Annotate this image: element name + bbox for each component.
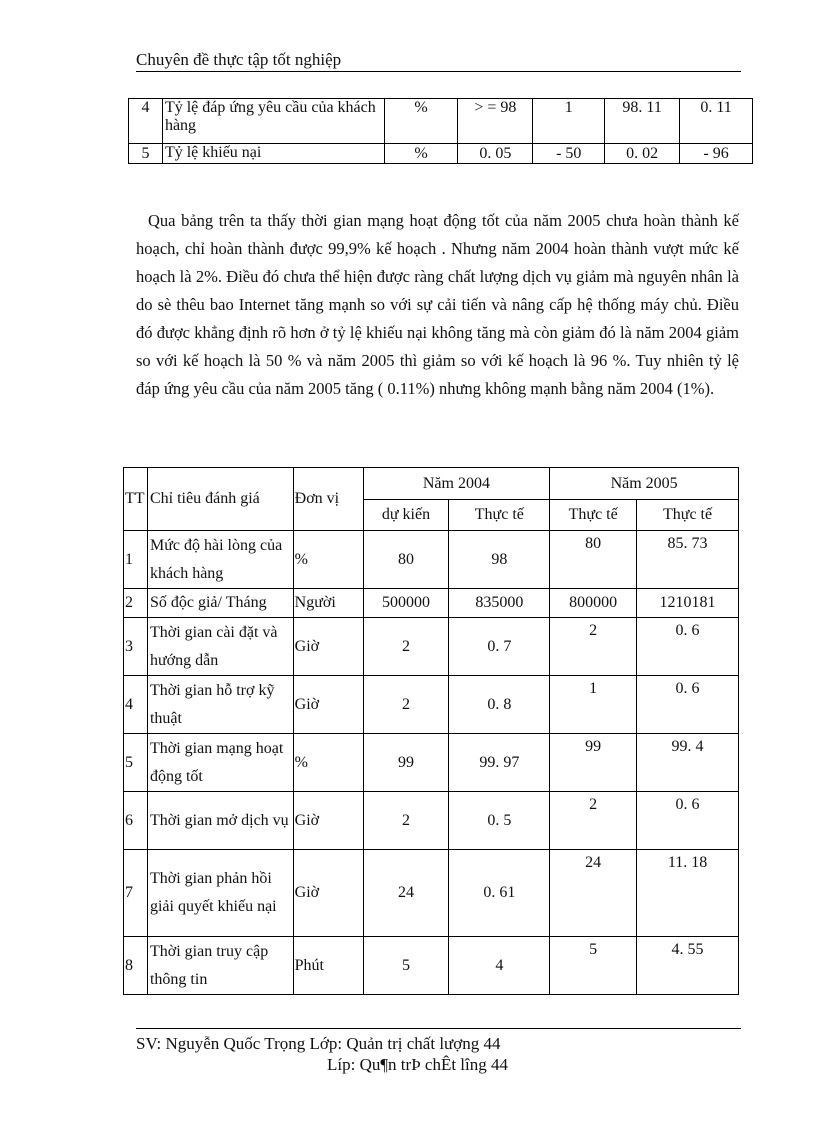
unit-cell: Giờ xyxy=(293,792,363,850)
actual-2004-cell: 0. 5 xyxy=(449,792,550,850)
tt-cell: 4 xyxy=(124,676,148,734)
unit-cell: Giờ xyxy=(293,676,363,734)
tt-cell: 2 xyxy=(124,589,148,618)
header-actual-2005: Thực tế xyxy=(637,500,739,531)
planned-2004-cell: 80 xyxy=(363,531,449,589)
page-header-title: Chuyên đề thực tập tốt nghiệp xyxy=(136,50,342,69)
table-row xyxy=(129,144,753,164)
actual-2005-b-cell: 0. 6 xyxy=(637,676,739,734)
tt-cell: 6 xyxy=(124,792,148,850)
tt-cell: 8 xyxy=(124,937,148,995)
actual-2004-cell: 99. 97 xyxy=(449,734,550,792)
footer-class-line: Líp: Qu¶n trÞ chÊt lîng 44 xyxy=(327,1055,508,1074)
planned-2004-cell: 500000 xyxy=(363,589,449,618)
actual-2004-cell: 835000 xyxy=(449,589,550,618)
unit-cell: % xyxy=(293,531,363,589)
planned-2004-cell: 99 xyxy=(363,734,449,792)
table-row xyxy=(129,99,753,144)
unit-cell: % xyxy=(293,734,363,792)
planned-2004-cell: 24 xyxy=(363,850,449,937)
actual-2004-cell: 0. 8 xyxy=(449,676,550,734)
unit-cell: % xyxy=(384,144,458,164)
criteria-cell: Thời gian truy cập thông tin xyxy=(147,937,293,995)
actual-2004-cell: 0. 7 xyxy=(449,618,550,676)
actual-2005-b-cell: 1210181 xyxy=(637,589,739,618)
criteria-cell: Thời gian phản hồi giải quyết khiếu nại xyxy=(147,850,293,937)
analysis-paragraph xyxy=(136,207,739,403)
planned-2004-cell: 2 xyxy=(363,618,449,676)
actual-2005-b-cell: 4. 55 xyxy=(637,937,739,995)
header-actual-2004: Thực tế xyxy=(449,500,550,531)
tt-cell: 5 xyxy=(129,144,163,164)
table-continuation xyxy=(128,98,753,164)
table-row xyxy=(124,937,739,995)
actual-2004-cell: 98 xyxy=(449,531,550,589)
tt-cell: 1 xyxy=(124,531,148,589)
tt-cell: 3 xyxy=(124,618,148,676)
value-cell: 0. 05 xyxy=(458,144,533,164)
header-tt: TT xyxy=(124,468,148,531)
value-cell: 0. 11 xyxy=(680,99,753,144)
table-row xyxy=(124,850,739,937)
table-header-row xyxy=(124,468,739,500)
unit-cell: Người xyxy=(293,589,363,618)
actual-2005-a-cell: 5 xyxy=(550,937,637,995)
actual-2005-a-cell: 2 xyxy=(550,792,637,850)
planned-2004-cell: 2 xyxy=(363,676,449,734)
planned-2004-cell: 5 xyxy=(363,937,449,995)
tt-cell: 4 xyxy=(129,99,163,144)
table-row xyxy=(124,734,739,792)
actual-2005-a-cell: 99 xyxy=(550,734,637,792)
value-cell: 98. 11 xyxy=(605,99,680,144)
header-divider xyxy=(136,71,741,72)
actual-2005-a-cell: 1 xyxy=(550,676,637,734)
header-unit: Đơn vị xyxy=(293,468,363,531)
actual-2005-b-cell: 99. 4 xyxy=(637,734,739,792)
unit-cell: Phút xyxy=(293,937,363,995)
tt-cell: 5 xyxy=(124,734,148,792)
criteria-cell: Số độc giả/ Tháng xyxy=(147,589,293,618)
footer-divider xyxy=(136,1028,741,1029)
actual-2005-a-cell: 800000 xyxy=(550,589,637,618)
header-criteria: Chỉ tiêu đánh giá xyxy=(147,468,293,531)
criteria-cell: Thời gian mạng hoạt động tốt xyxy=(147,734,293,792)
header-actual-2005: Thực tế xyxy=(550,500,637,531)
unit-cell: Giờ xyxy=(293,618,363,676)
actual-2004-cell: 4 xyxy=(449,937,550,995)
actual-2005-a-cell: 24 xyxy=(550,850,637,937)
header-year-2004: Năm 2004 xyxy=(363,468,550,500)
criteria-cell: Tỷ lệ đáp ứng yêu cầu của khách hàng xyxy=(162,99,384,144)
actual-2005-b-cell: 11. 18 xyxy=(637,850,739,937)
footer-student-line: SV: Nguyễn Quốc Trọng Lớp: Quản trị chất lượng 44 xyxy=(136,1034,501,1053)
table-row xyxy=(124,792,739,850)
actual-2005-a-cell: 2 xyxy=(550,618,637,676)
value-cell: - 50 xyxy=(533,144,605,164)
value-cell: 0. 02 xyxy=(605,144,680,164)
value-cell: 1 xyxy=(533,99,605,144)
criteria-cell: Thời gian cài đặt và hướng dẫn xyxy=(147,618,293,676)
quality-criteria-table xyxy=(123,467,739,995)
planned-2004-cell: 2 xyxy=(363,792,449,850)
criteria-cell: Tỷ lệ khiếu nại xyxy=(162,144,384,164)
actual-2005-b-cell: 0. 6 xyxy=(637,618,739,676)
analysis-text: Qua bảng trên ta thấy thời gian mạng hoạt động tốt của năm 2005 chưa hoàn thành kế hoạch, chỉ hoàn thành được 99,9% kế hoạch . Nhưng năm 2004 hoàn thành vượt mức kế hoạch là 2%. Điều đó chưa thể hiện được ràng chất lượng dịch vụ giảm mà nguyên nhân là do sè thêu bao Internet tăng mạnh so với sự cải tiến và nâng cấp hệ thống máy chủ. Điều đó được khẳng định rõ hơn ở tỷ lệ khiếu nại không tăng mà còn giảm đó là năm 2004 giảm so với kế hoạch là 50 % và năm 2005 thì giảm so với kế hoạch là 96 %. Tuy nhiên tỷ lệ đáp ứng yêu cầu của năm 2005 tăng ( 0.11%) nhưng không mạnh bằng năm 2004 (1%). xyxy=(136,211,739,398)
criteria-cell: Mức độ hài lòng của khách hàng xyxy=(147,531,293,589)
value-cell: - 96 xyxy=(680,144,753,164)
actual-2005-b-cell: 85. 73 xyxy=(637,531,739,589)
header-year-2005: Năm 2005 xyxy=(550,468,739,500)
actual-2004-cell: 0. 61 xyxy=(449,850,550,937)
criteria-cell: Thời gian mở dịch vụ xyxy=(147,792,293,850)
table-row xyxy=(124,531,739,589)
unit-cell: % xyxy=(384,99,458,144)
unit-cell: Giờ xyxy=(293,850,363,937)
actual-2005-b-cell: 0. 6 xyxy=(637,792,739,850)
actual-2005-a-cell: 80 xyxy=(550,531,637,589)
value-cell: > = 98 xyxy=(458,99,533,144)
tt-cell: 7 xyxy=(124,850,148,937)
criteria-cell: Thời gian hỗ trợ kỹ thuật xyxy=(147,676,293,734)
table-row xyxy=(124,676,739,734)
header-planned: dự kiến xyxy=(363,500,449,531)
table-row xyxy=(124,589,739,618)
table-row xyxy=(124,618,739,676)
